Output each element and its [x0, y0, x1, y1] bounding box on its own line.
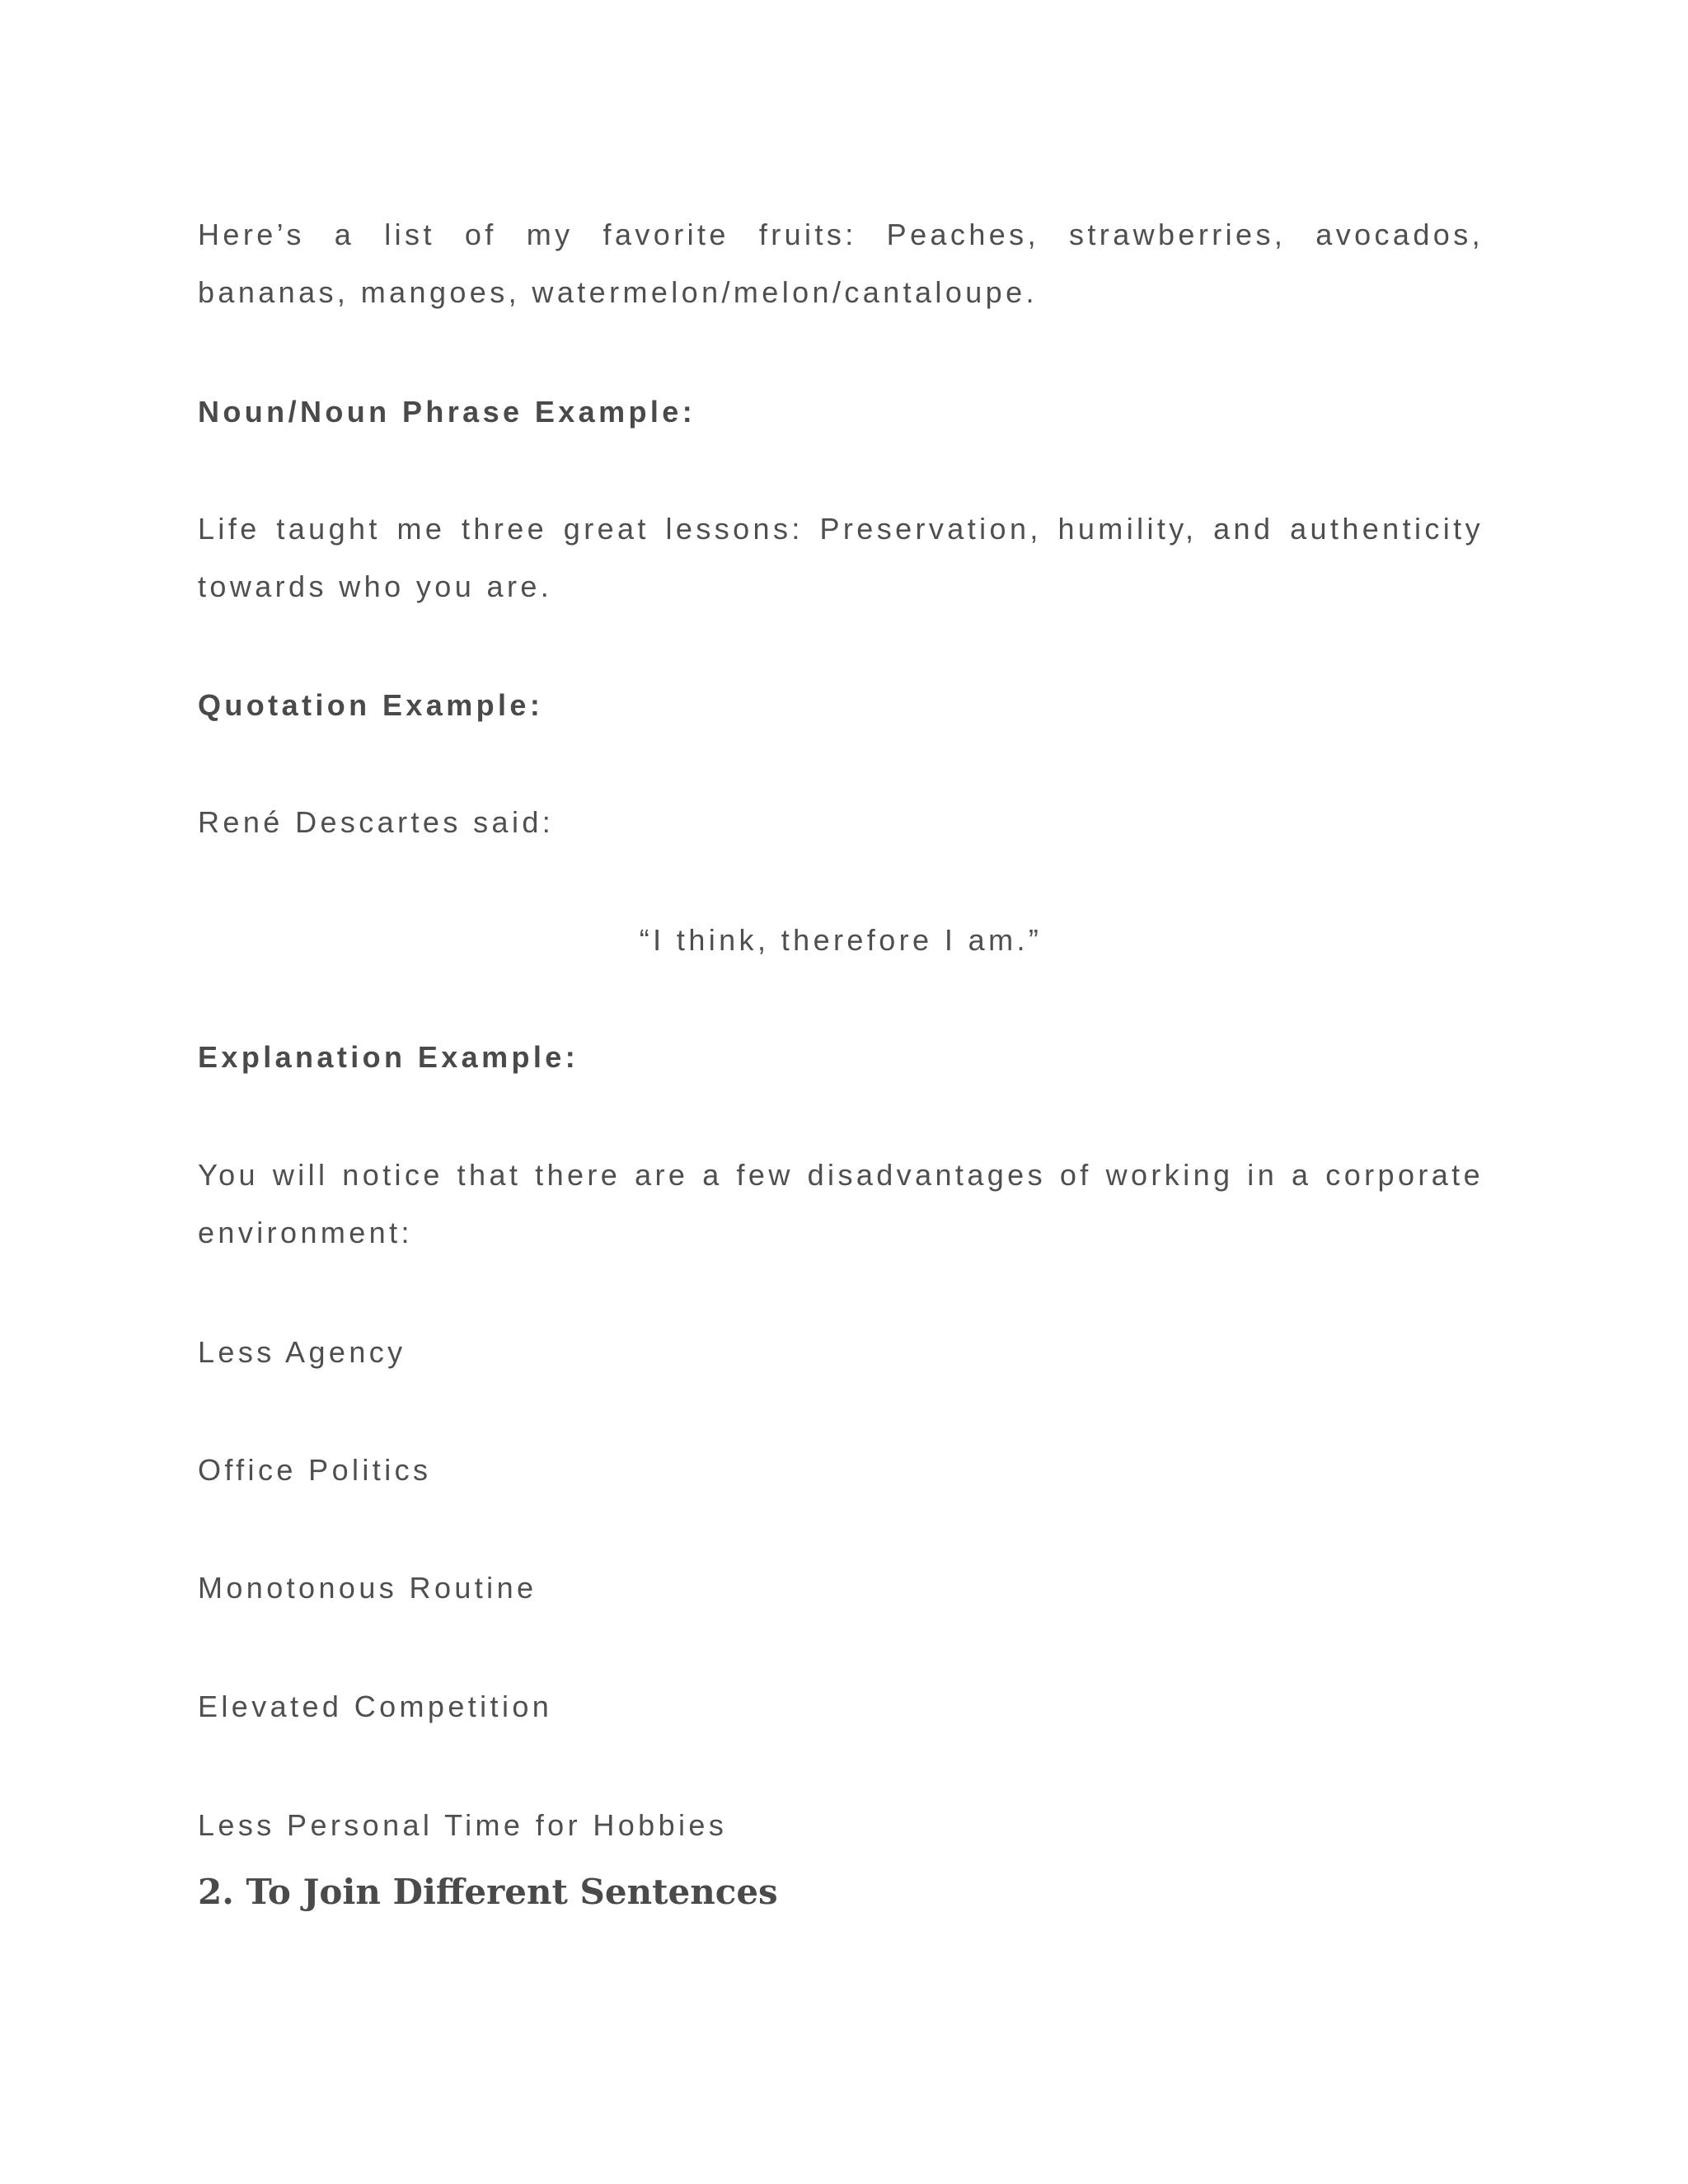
list-item: Monotonous Routine — [198, 1571, 537, 1605]
list-item: Less Agency — [198, 1335, 406, 1369]
list-item: Less Personal Time for Hobbies — [198, 1808, 728, 1842]
list-item: Office Politics — [198, 1453, 432, 1487]
quotation-text: “I think, therefore I am.” — [639, 923, 1043, 957]
section-heading: 2. To Join Different Sentences — [198, 1872, 778, 1912]
quotation-example-heading: Quotation Example: — [198, 688, 544, 722]
list-item: Elevated Competition — [198, 1690, 553, 1723]
explanation-example-heading: Explanation Example: — [198, 1040, 579, 1074]
explanation-paragraph: You will notice that there are a few disadvantages of working in a corporate environment: — [198, 1158, 1484, 1249]
noun-example-heading: Noun/Noun Phrase Example: — [198, 395, 696, 429]
quotation-intro: René Descartes said: — [198, 805, 555, 839]
noun-example-paragraph: Life taught me three great lessons: Preservation, humility, and authenticity towards who you are. — [198, 512, 1484, 603]
fruits-paragraph: Here’s a list of my favorite fruits: Peaches, strawberries, avocados, bananas, mangoes, watermelon/melon/cantaloupe. — [198, 218, 1484, 309]
